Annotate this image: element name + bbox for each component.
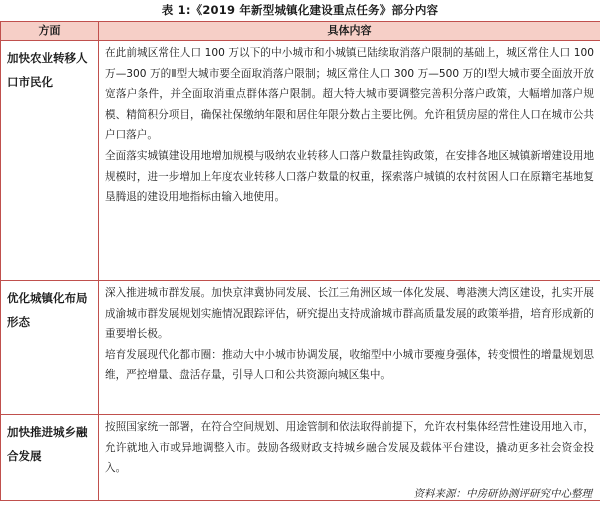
content-paragraph: 深入推进城市群发展。加快京津冀协同发展、长江三角洲区域一体化发展、粤港澳大湾区建设，扎实开展成渝城市群发展规划实施情况跟踪评估，研究提出支持成渝城市群高质量发展的政策举措，培育形成新的重要增长极。: [105, 287, 594, 341]
row-aspect: 加快农业转移人口市民化: [1, 41, 99, 281]
header-content: 具体内容: [99, 22, 600, 41]
key-tasks-table: [0, 21, 600, 501]
content-paragraph: 在此前城区常住人口 100 万以下的中小城市和小城镇已陆续取消落户限制的基础上，城区常住人口 100 万—300 万的Ⅱ型大城市要全面取消落户限制；城区常住人口 300 万—500 万的Ⅰ型大城市要全面放开放宽落户条件，并全面取消重点群体落户限制。超大特大城市要调整完善积分落户政策，大幅增加落户规模、精简积分项目，确保社保缴纳年限和居住年限分数占主要比例。允许租赁房屋的常住人口在城市公共户口落户。: [105, 47, 594, 142]
row-aspect: 优化城镇化布局形态: [1, 281, 99, 415]
row-aspect: 加快推进城乡融合发展: [1, 415, 99, 501]
content-paragraph: 按照国家统一部署，在符合空间规划、用途管制和依法取得前提下，允许农村集体经营性建设用地入市，允许就地入市或异地调整入市。鼓励各级财政支持城乡融合发展及载体平台建设，撬动更多社会资金投入。: [105, 421, 594, 475]
header-aspect: 方面: [1, 22, 99, 41]
row-content: [99, 281, 600, 415]
content-paragraph: 全面落实城镇建设用地增加规模与吸纳农业转移人口落户数量挂钩政策，在安排各地区城镇新增建设用地规模时，进一步增加上年度农业转移人口落户数量的权重，探索落户城镇的农村贫困人口在原籍宅基地复垦腾退的建设用地指标由输入地使用。: [105, 149, 594, 204]
table-header-row: [1, 22, 600, 41]
source-note: 资料来源：中房研协测评研究中心整理: [413, 488, 592, 500]
row-content: [99, 41, 600, 281]
table-row: [1, 281, 600, 415]
table-row: [1, 41, 600, 281]
table-title: 表 1:《2019 年新型城镇化建设重点任务》部分内容: [161, 3, 439, 17]
content-paragraph: 培育发展现代化都市圈：推动大中小城市协调发展，收缩型中小城市要瘦身强体，转变惯性的增量规划思维，严控增量、盘活存量，引导人口和公共资源向城区集中。: [105, 348, 594, 382]
